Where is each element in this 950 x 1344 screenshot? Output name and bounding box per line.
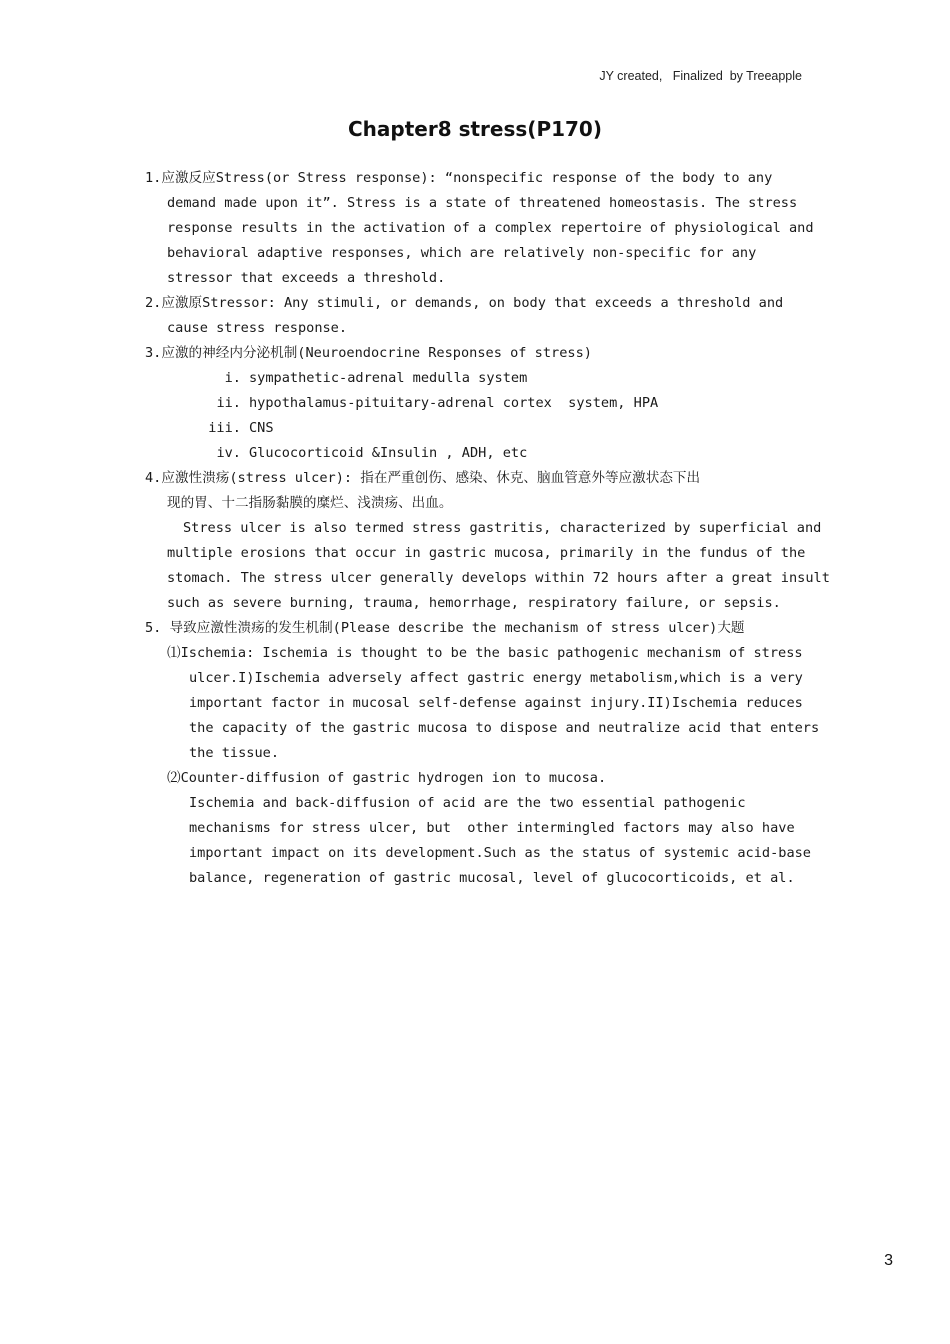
item-stress-ulcer xyxy=(145,466,875,616)
text-line: Stress ulcer is also termed stress gastritis, characterized by superficial and xyxy=(183,520,822,536)
text-line: ulcer.I)Ischemia adversely affect gastric energy metabolism,which is a very xyxy=(189,670,803,686)
header-note: JY created, Finalized by Treeapple xyxy=(599,69,802,83)
section-heading: 3.应激的神经内分泌机制(Neuroendocrine Responses of stress) xyxy=(145,345,592,361)
list-item xyxy=(145,441,875,466)
text-line: 2.应激原Stressor: Any stimuli, or demands, on body that exceeds a threshold and xyxy=(145,295,784,311)
item-neuroendocrine-responses xyxy=(145,341,875,466)
text-line: behavioral adaptive responses, which are relatively non-specific for any xyxy=(167,245,757,261)
text-line: 1.应激反应Stress(or Stress response): “nonspecific response of the body to any xyxy=(145,170,773,186)
text-line: multiple erosions that occur in gastric mucosa, primarily in the fundus of the xyxy=(167,545,806,561)
text-line: the tissue. xyxy=(189,745,280,761)
text-line: important impact on its development.Such as the status of systemic acid-base xyxy=(189,845,811,861)
page-number: 3 xyxy=(884,1252,893,1269)
section-heading: 5. 导致应激性溃疡的发生机制(Please describe the mechanism of stress ulcer)大题 xyxy=(145,620,745,636)
text-line: stomach. The stress ulcer generally develops within 72 hours after a great insult xyxy=(167,570,830,586)
page-title: Chapter8 stress(P170) xyxy=(348,117,602,141)
list-item-text: CNS xyxy=(249,420,274,436)
item-stressor-definition xyxy=(145,291,875,341)
document-body xyxy=(145,166,875,891)
text-line: cause stress response. xyxy=(167,320,348,336)
list-item xyxy=(145,366,875,391)
text-line: Ischemia and back-diffusion of acid are the two essential pathogenic xyxy=(189,795,746,811)
text-line: such as severe burning, trauma, hemorrhage, respiratory failure, or sepsis. xyxy=(167,595,781,611)
text-line: ⑴Ischemia: Ischemia is thought to be the basic pathogenic mechanism of stress xyxy=(167,645,803,661)
text-line: response results in the activation of a complex repertoire of physiological and xyxy=(167,220,814,236)
text-line: 4.应激性溃疡(stress ulcer): 指在严重创伤、感染、休克、脑血管意外等应激状态下出 xyxy=(145,470,701,486)
text-line: balance, regeneration of gastric mucosal, level of glucocorticoids, et al. xyxy=(189,870,795,886)
text-line: 现的胃、十二指肠黏膜的糜烂、浅溃疡、出血。 xyxy=(167,495,453,511)
list-item-text: hypothalamus-pituitary-adrenal cortex system, HPA xyxy=(249,395,659,411)
list-item-number: ii. xyxy=(216,395,241,411)
list-item-number: iv. xyxy=(216,445,241,461)
item-stress-definition xyxy=(145,166,875,291)
list-item xyxy=(145,391,875,416)
list-item-text: sympathetic-adrenal medulla system xyxy=(249,370,528,386)
text-line: important factor in mucosal self-defense against injury.II)Ischemia reduces xyxy=(189,695,803,711)
text-line: the capacity of the gastric mucosa to dispose and neutralize acid that enters xyxy=(189,720,820,736)
text-line: stressor that exceeds a threshold. xyxy=(167,270,446,286)
text-line: mechanisms for stress ulcer, but other intermingled factors may also have xyxy=(189,820,795,836)
item-ulcer-mechanism xyxy=(145,616,875,891)
list-item-number: i. xyxy=(224,370,241,386)
list-item-number: iii. xyxy=(208,420,241,436)
list-item-text: Glucocorticoid &Insulin , ADH, etc xyxy=(249,445,528,461)
text-line: ⑵Counter-diffusion of gastric hydrogen ion to mucosa. xyxy=(167,770,607,786)
text-line: demand made upon it”. Stress is a state of threatened homeostasis. The stress xyxy=(167,195,798,211)
list-item xyxy=(145,416,875,441)
